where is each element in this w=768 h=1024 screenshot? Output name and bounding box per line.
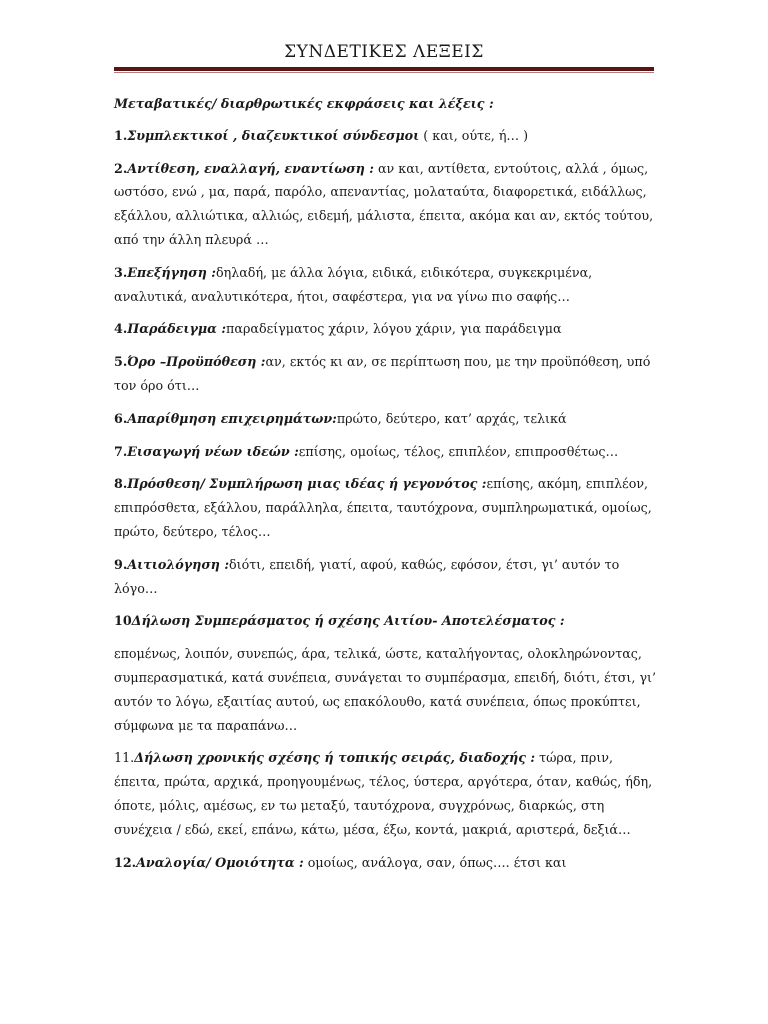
list-item [114, 553, 660, 601]
item-text: παραδείγματος χάριν, λόγου χάριν, για παράδειγμα [226, 321, 562, 337]
item-label: Εισαγωγή νέων ιδεών : [127, 443, 299, 459]
item-label: Επεξήγηση : [127, 264, 216, 280]
item-label: Δήλωση χρονικής σχέσης ή τοπικής σειράς, διαδοχής : [134, 750, 536, 766]
item-label: Δήλωση Συμπεράσματος ή σχέσης Αιτίου- Αποτελέσματος : [131, 613, 565, 629]
list-item [114, 407, 660, 431]
item-text: επομένως, λοιπόν, συνεπώς, άρα, τελικά, ώστε, καταλήγοντας, ολοκληρώνοντας, συμπερασματικά, κατά συνέπεια, συνάγεται το συμπέρασμα, επειδή, διότι, έτσι, γι’ αυτόν το λόγω, εξαιτίας αυτού, ως επακόλουθο, κατά συνέπεια, όπως προκύπτει, σύμφωνα με τα παραπάνω… [114, 646, 657, 733]
list-item [114, 261, 660, 309]
list-item [114, 350, 660, 398]
list-item [114, 472, 660, 543]
item-text: ( και, ούτε, ή… ) [419, 127, 529, 143]
list-item [114, 746, 660, 841]
list-item [114, 157, 660, 252]
list-item [114, 440, 660, 464]
item-text: επίσης, ακόμη, επιπλέον, επιπρόσθετα, εξάλλου, παράλληλα, έπειτα, ταυτόχρονα, συμπληρωματικά, ομοίως, πρώτο, δεύτερο, τέλος… [114, 476, 652, 539]
item-text: αν, εκτός κι αν, σε περίπτωση που, με την προϋπόθεση, υπό τον όρο ότι… [114, 354, 651, 393]
item-text: τώρα, πριν, έπειτα, πρώτα, αρχικά, προηγουμένως, τέλος, ύστερα, αργότερα, όταν, καθώς, ήδη, όποτε, μόλις, αμέσως, εν τω μεταξύ, ταυτόχρονα, συγχρόνως, διαρκώς, στη συνέχεια / εδώ, εκεί, επάνω, κάτω, μέσα, έξω, κοντά, μακριά, αριστερά, δεξιά… [114, 750, 653, 837]
item-number: 12. [114, 854, 137, 870]
page-title: ΣΥΝΔΕΤΙΚΕΣ ΛΕΞΕΙΣ [284, 42, 484, 62]
item-number: 9. [114, 556, 128, 572]
intro-text: Μεταβατικές/ διαρθρωτικές εκφράσεις και λέξεις : [114, 96, 494, 111]
item-number: 3. [114, 264, 128, 280]
item-number: 2. [114, 160, 128, 176]
title-underline [114, 67, 654, 71]
item-text: ομοίως, ανάλογα, σαν, όπως…. έτσι και [303, 854, 567, 870]
item-label: Συμπλεκτικοί , διαζευκτικοί σύνδεσμοι [127, 127, 420, 143]
item-number: 5. [114, 354, 128, 370]
list-item [114, 124, 660, 148]
item-number: 11. [114, 750, 135, 766]
item-label: Όρο –Προϋπόθεση : [127, 354, 266, 370]
list-item [114, 317, 660, 341]
item-label: Πρόσθεση/ Συμπλήρωση μιας ιδέας ή γεγονότος : [127, 476, 487, 492]
item-label: Αιτιολόγηση : [127, 556, 230, 572]
item-number: 6. [114, 410, 128, 426]
list-item [114, 642, 660, 737]
item-text: δηλαδή, με άλλα λόγια, ειδικά, ειδικότερα, συγκεκριμένα, αναλυτικά, αναλυτικότερα, ήτοι, σαφέστερα, για να γίνω πιο σαφής… [114, 264, 593, 304]
item-text: πρώτο, δεύτερο, κατ’ αρχάς, τελικά [336, 410, 567, 426]
item-label: Αναλογία/ Ομοιότητα : [136, 854, 304, 870]
intro-heading [114, 92, 660, 116]
item-number: 7. [114, 443, 128, 459]
item-number: 8. [114, 476, 128, 492]
item-label: Απαρίθμηση επιχειρημάτων: [127, 410, 337, 426]
title-underline-thin [114, 72, 654, 73]
item-text: αν και, αντίθετα, εντούτοις, αλλά , όμως, ωστόσο, ενώ , μα, παρά, παρόλο, απεναντίας, μολαταύτα, διαφορετικά, ειδάλλως, εξάλλου, αλλιώτικα, αλλιώς, ειδεμή, μάλιστα, έπειτα, ακόμα και αν, εκτός τούτου, από την άλλη πλευρά … [114, 160, 654, 247]
document-body [114, 92, 660, 883]
item-label: Παράδειγμα : [127, 321, 227, 337]
item-text: διότι, επειδή, γιατί, αφού, καθώς, εφόσον, έτσι, γι’ αυτόν το λόγο… [114, 556, 620, 596]
list-item [114, 609, 660, 633]
item-label: Αντίθεση, εναλλαγή, εναντίωση : [127, 160, 374, 176]
item-number: 4. [114, 321, 128, 337]
item-text: επίσης, ομοίως, τέλος, επιπλέον, επιπροσθέτως… [298, 443, 619, 459]
list-item [114, 851, 660, 875]
item-number: 10 [114, 613, 132, 629]
item-number: 1. [114, 127, 128, 143]
